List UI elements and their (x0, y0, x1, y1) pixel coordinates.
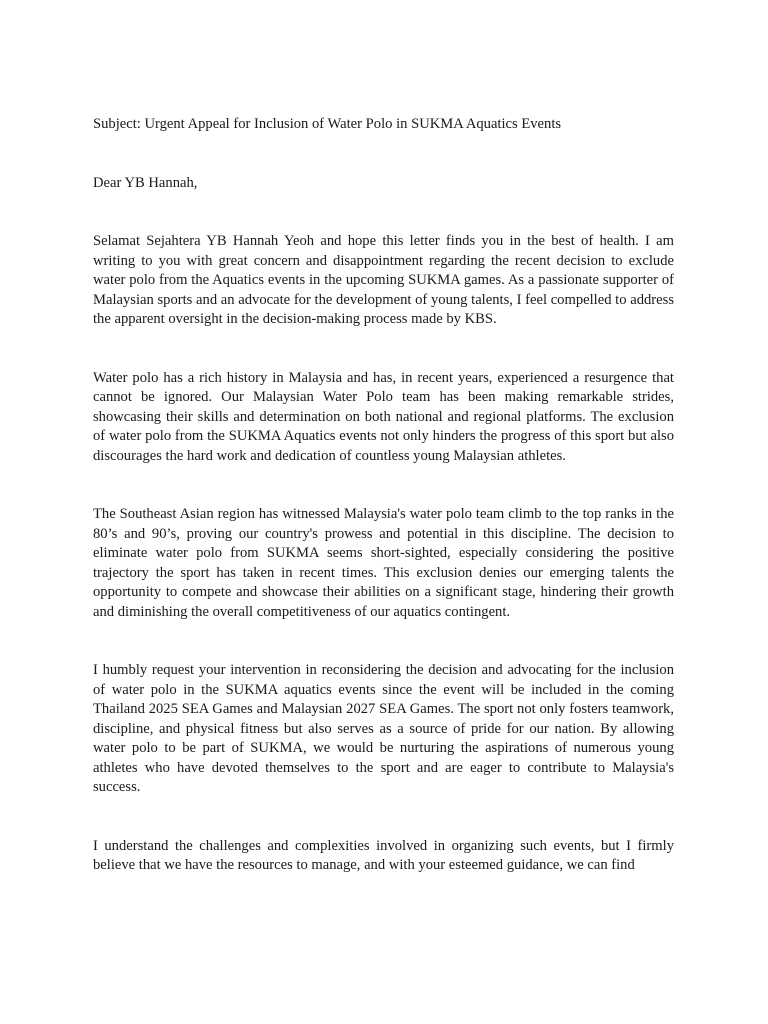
letter-salutation: Dear YB Hannah, (93, 174, 198, 191)
paragraph-1: Selamat Sejahtera YB Hannah Yeoh and hope this letter finds you in the best of health. I am writing to you with great concern and disappointment regarding the recent decision to exclude water polo from the Aquatics events in the upcoming SUKMA games. As a passionate supporter of Malaysian sports and an advocate for the development of young talents, I feel compelled to address the apparent oversight in the decision-making process made by KBS. (93, 233, 674, 327)
paragraph-2: Water polo has a rich history in Malaysia and has, in recent years, experienced a resurgence that cannot be ignored. Our Malaysian Water Polo team has been making remarkable strides, showcasing their skills and determination on both national and regional platforms. The exclusion of water polo from the SUKMA Aquatics events not only hinders the progress of this sport but also discourages the hard work and dedication of countless young Malaysian athletes. (93, 369, 674, 464)
letter-body (93, 115, 674, 876)
paragraph-3: The Southeast Asian region has witnessed Malaysia's water polo team climb to the top ranks in the 80’s and 90’s, proving our country's prowess and potential in this discipline. The decision to eliminate water polo from SUKMA seems short-sighted, especially considering the positive trajectory the sport has taken in recent times. This exclusion denies our emerging talents the opportunity to compete and showcase their abilities on a significant stage, hindering their growth and diminishing the overall competitiveness of our aquatics contingent. (93, 506, 674, 620)
letter-subject: Subject: Urgent Appeal for Inclusion of Water Polo in SUKMA Aquatics Events (93, 116, 562, 132)
paragraph-4: I humbly request your intervention in reconsidering the decision and advocating for the inclusion of water polo in the SUKMA aquatics events since the event will be included in the coming Thailand 2025 SEA Games and Malaysian 2027 SEA Games. The sport not only fosters teamwork, discipline, and physical fitness but also serves as a source of pride for our nation. By allowing water polo to be part of SUKMA, we would be nurturing the aspirations of numerous young athletes who have devoted themselves to the sport and are eager to contribute to Malaysia's success. (93, 662, 674, 795)
paragraph-5: I understand the challenges and complexities involved in organizing such events, but I firmly believe that we have the resources to manage, and with your esteemed guidance, we can find (93, 837, 674, 873)
